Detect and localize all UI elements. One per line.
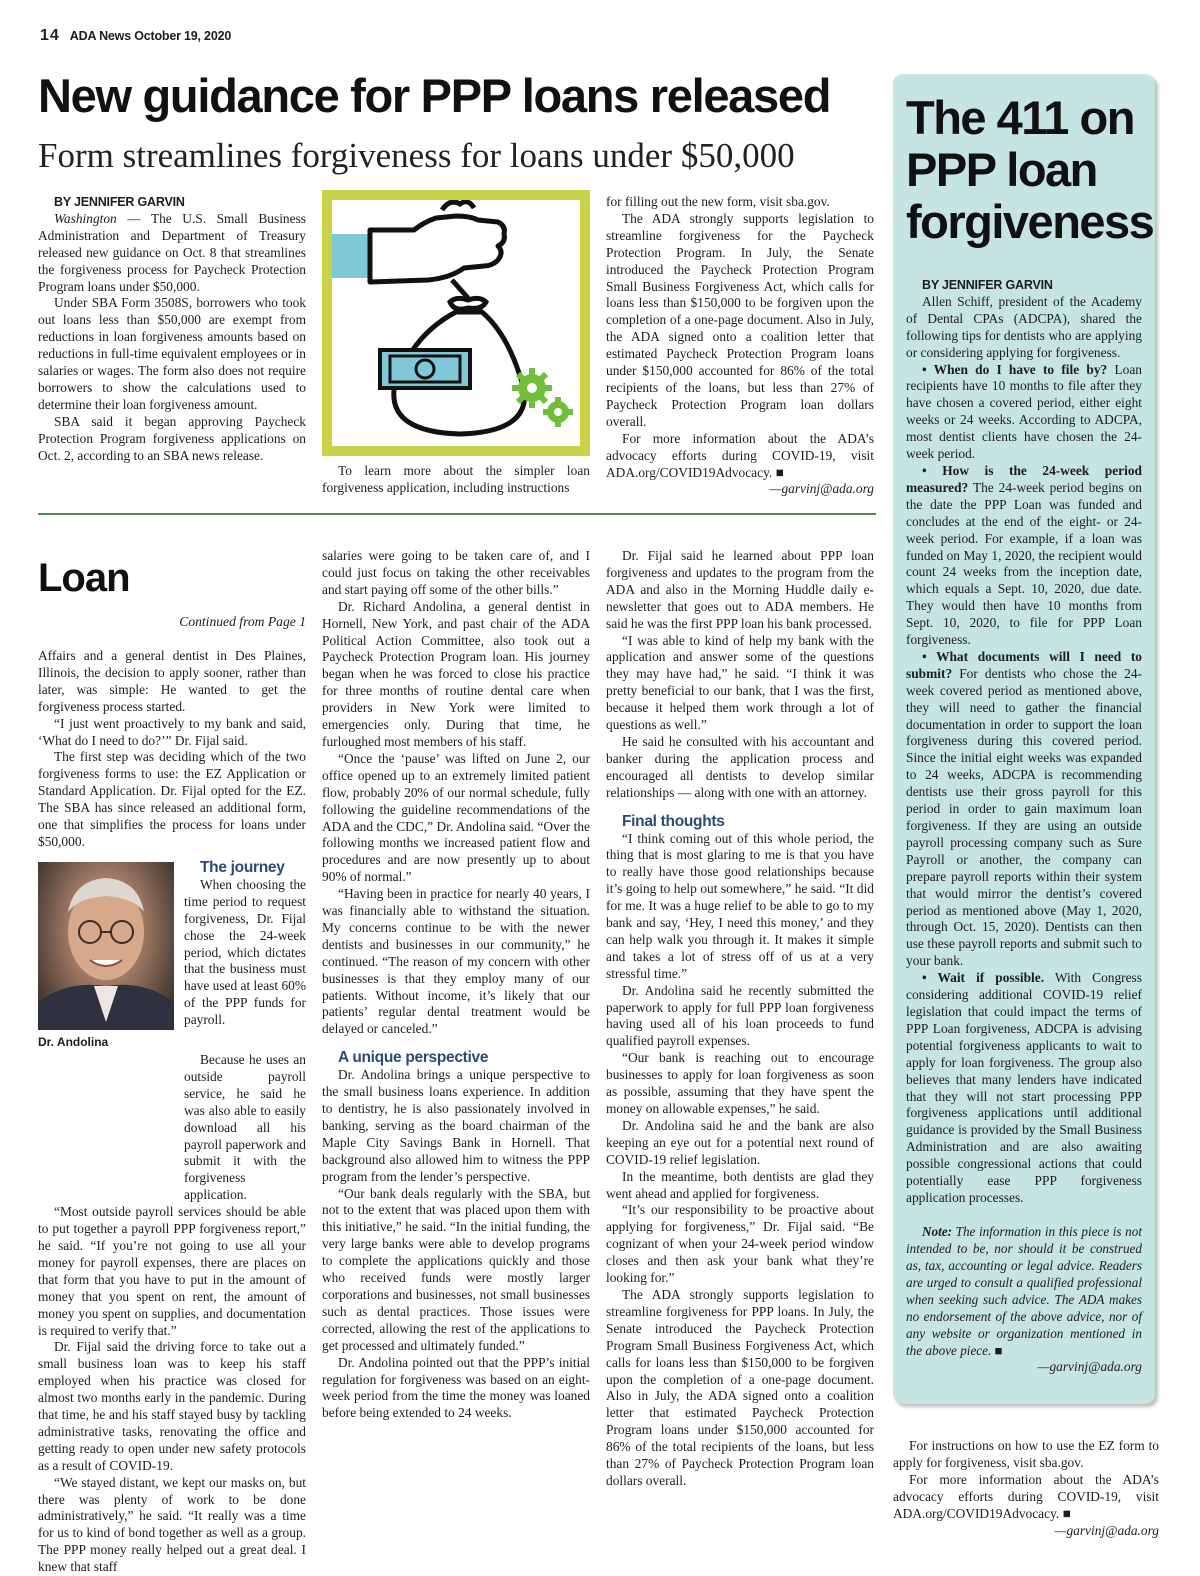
- sidebar-intro: Allen Schiff, president of the Academy of Dental CPAs (ADCPA), shared the following tips for dentists who are applying or considering applying for forgiveness.: [906, 293, 1142, 360]
- paragraph: Affairs and a general dentist in Des Plaines, Illinois, the decision to apply sooner, rather than later, was simple: He wanted to get the forgiveness process started.: [38, 648, 306, 714]
- paragraph: “We stayed distant, we kept our masks on, but there was plenty of work to be done administratively,” he said. “It really was a time for us to kind of bond together as well as a group. The PPP money really helped out a great deal. I knew that staff: [38, 1474, 306, 1575]
- paragraph: Dr. Andolina said he and the bank are also keeping an eye out for a potential next round of COVID-19 relief legislation.: [606, 1117, 874, 1167]
- paragraph: “It’s our responsibility to be proactive about applying for forgiveness,” Dr. Fijal said. “Be cognizant of when your 24-week period window closes and then ask your bank what they’re looking for.”: [606, 1202, 874, 1286]
- sidebar-signature: —garvinj@ada.org: [1037, 1358, 1142, 1374]
- paragraph: The ADA strongly supports legislation to streamline forgiveness for PPP loans. In July, the Senate introduced the Paycheck Protection Program Small Business Forgiveness Act, which calls for loans less than $150,000 to be forgiven upon the completion of a one-page document. Also in July, the ADA signed onto a coalition letter that estimated Paycheck Protection Program loans under $150,000 accounted for 86% of the total recipients of the loans, but less than 27% of Paycheck Protection Program loan dollars overall.: [606, 1286, 874, 1488]
- sidebar-byline: BY JENNIFER GARVIN: [922, 278, 1053, 292]
- loan-col-1-bottom: [38, 1052, 306, 1576]
- paragraph: SBA said it began approving Paycheck Protection Program forgiveness applications on Oct. 2, according to an SBA news release.: [38, 413, 306, 463]
- deck: Form streamlines forgiveness for loans under $50,000: [38, 136, 795, 175]
- subhead-journey: The journey: [200, 859, 285, 876]
- sidebar-headline: The 411 on PPP loan forgiveness: [906, 91, 1154, 248]
- paragraph: To learn more about the simpler loan forgiveness application, including instructions: [322, 463, 590, 495]
- loan-col-1-top: [38, 648, 306, 851]
- loan-col-2: [322, 548, 590, 1422]
- paragraph: For more information about the ADA’s advocacy efforts during COVID-19, visit ADA.org/COVID19Advocacy. ■: [893, 1471, 1159, 1521]
- footer-signature: —garvinj@ada.org: [1054, 1522, 1159, 1538]
- photo-dr-andolina: [38, 862, 174, 1030]
- section-divider: [38, 513, 876, 515]
- paragraph: “I think coming out of this whole period, the thing that is most glaring to me is that you have to really have those good relationships because it’s going to help out somewhere,” he said. “It did for me. It was a huge relief to be able to go to my bank and say, ‘Hey, I need this money,’ and they can help walk you through it. It makes it simple and takes a lot of stress off of us at a very stressful time.”: [606, 830, 874, 981]
- paragraph: Dr. Fijal said he learned about PPP loan forgiveness and updates to the program from the ADA and also in the Morning Huddle daily e-newsletter that goes out to ADA members. He said he was the first PPP loan his bank processed.: [606, 548, 874, 631]
- main-col-1: [38, 194, 306, 465]
- loan-col-3: [606, 548, 874, 1490]
- note-label: Note:: [922, 1223, 953, 1239]
- tip-question: • How is the 24-week period measured?: [906, 462, 1142, 495]
- paragraph: “Our bank is reaching out to encourage businesses to apply for loan forgiveness as soon as possible, assuming that they have spent the money on allowable expenses,” he said.: [606, 1050, 874, 1116]
- paragraph: In the meantime, both dentists are glad they went ahead and applied for forgiveness.: [606, 1168, 874, 1201]
- paragraph: Dr. Andolina pointed out that the PPP’s initial regulation for forgiveness was based on an eight-week period from the time the money was loaned before being extended to 24 weeks.: [322, 1354, 590, 1421]
- illustration: [322, 190, 590, 456]
- photo-caption: Dr. Andolina: [38, 1035, 109, 1049]
- sidebar-tip: [906, 463, 1142, 649]
- headline: New guidance for PPP loans released: [38, 69, 831, 122]
- main-col-3: [606, 194, 874, 498]
- main-col-2: [322, 463, 590, 497]
- paragraph: The ADA strongly supports legislation to streamline forgiveness for the Paycheck Protection Program. In July, the Senate introduced the Paycheck Protection Program Small Business Forgiveness Act, which calls for loans less than $150,000 to be forgiven upon the completion of a one-page document. Also in July, the ADA signed onto a coalition letter that estimated Paycheck Protection Program loans under $150,000 accounted for 86% of the total recipients of the loans, but less than 27% of Paycheck Protection Program loan dollars overall.: [606, 210, 874, 429]
- money-bag-hand-icon: [332, 200, 580, 446]
- paragraph: Dr. Fijal said the driving force to take out a small business loan was to keep his staff employed when his practice was closed for almost two months early in the pandemic. During that time, he and his staff stayed busy by tackling administrative tasks, renovating the office and getting ready to open under new safety protocols as a result of COVID-19.: [38, 1339, 306, 1473]
- tip-answer: Loan recipients have 10 months to file after they have chosen a covered period, either eight weeks or 24 weeks. According to ADCPA, most dentist clients have chosen the 24-week period.: [906, 361, 1142, 462]
- sidebar-tip: [906, 649, 1142, 970]
- dateline: Washington: [54, 210, 117, 226]
- folio: [40, 27, 231, 45]
- subhead-unique: A unique perspective: [338, 1049, 489, 1067]
- sidebar-tip: [906, 970, 1142, 1207]
- paragraph: “Once the ‘pause’ was lifted on June 2, our office opened up to an extremely limited patient flow, probably 20% of our normal schedule, fully following the guideline recommendations of the ADA and the CDC,” Dr. Andolina said. “Over the following months we increased patient flow and procedures and are now presently up to about 90% of normal.”: [322, 750, 590, 885]
- sidebar-tip: [906, 362, 1142, 463]
- paragraph: salaries were going to be taken care of, and I could just focus on taking the other receivables and start paying off some of the other bills.”: [322, 548, 590, 597]
- paragraph: When choosing the time period to request forgiveness, Dr. Fijal chose the 24-week period, which dictates that the business must have used at least 60% of the PPP funds for payroll.: [184, 876, 306, 1028]
- paragraph: “Most outside payroll services should be able to put together a payroll PPP forgiveness report,” he said. “If you’re not going to use all your money for payroll expenses, there are places on that form that you have to put in the amount of money that you spent on rent, the amount of money you spent on supplies, and documentation is required to verify that.”: [38, 1204, 306, 1338]
- continued-line: Continued from Page 1: [179, 614, 306, 629]
- tip-answer: For dentists who chose the 24-week covered period as mentioned above, they will need to gather the financial documentation in order to support the loan forgiveness during this covered period. Since the initial eight weeks was expanded to 24 weeks, ADCPA is recommending dentists use their gross payroll for this period in order to gain maximum loan forgiveness. If they are using an outside payroll processing company such as Sure Payroll or another, the company can prepare payroll reports within their system that would mirror the dentist’s covered period as mentioned above (May 1, 2020, through Oct. 15, 2020). Dentists can then use these payroll reports and submit such to your bank.: [906, 665, 1142, 969]
- note-text: The information in this piece is not intended to be, nor should it be construed as, tax, accounting or legal advice. Readers are urged to consult a qualified professional when seeking such advice. The ADA makes no endorsement of the above advice, nor of any website or organization mentioned in the above piece. ■: [906, 1223, 1142, 1358]
- paragraph: — The U.S. Small Business Administration and Department of Treasury released new guidance on Oct. 8 that streamlines the forgiveness process for Paycheck Protection Program loans under $50,000.: [38, 210, 306, 294]
- page-number: 14: [40, 27, 60, 44]
- sidebar-note: [906, 1223, 1142, 1359]
- sidebar-body: [906, 277, 1142, 1376]
- tip-answer: The 24-week period begins on the date the PPP Loan was funded and concludes at the end of the eight- or 24-week period. For example, if a loan was funded on May 1, 2020, the recipient would count 24 weeks from the inception date, which equals a Sept. 10, 2020, due date. They would then have 10 months from Sept. 10, 2020, to file for PPP Loan forgiveness.: [906, 479, 1142, 648]
- paragraph: For instructions on how to use the EZ form to apply for forgiveness, visit sba.gov.: [893, 1438, 1159, 1470]
- publication-date: ADA News October 19, 2020: [69, 29, 232, 43]
- tip-question: • What documents will I need to submit?: [906, 648, 1142, 681]
- paragraph: “I was able to kind of help my bank with the application and answer some of the questions they may have had,” he said. “I think it was pretty beneficial to our bank, that I was the first, because it helped them work through a lot of questions as well.”: [606, 632, 874, 733]
- paragraph: “Having been in practice for nearly 40 years, I was financially able to withstand the situation. My concerns continue to be with the newer dentists and businesses in our community,” he continued. “The reason of my concern with other businesses is that they employ many of our patients. Without income, it’s likely that our patients’ regular dental treatment would be delayed or canceled.”: [322, 886, 590, 1037]
- paragraph: “I just went proactively to my bank and said, ‘What do I need to do?’” Dr. Fijal said.: [38, 715, 306, 748]
- byline: BY JENNIFER GARVIN: [54, 195, 185, 209]
- paragraph: Dr. Andolina said he recently submitted the paperwork to apply for full PPP loan forgiveness having used all of his loan proceeds to fund qualified payroll expenses.: [606, 982, 874, 1049]
- sidebar-box: [893, 74, 1155, 1404]
- paragraph: Under SBA Form 3508S, borrowers who took out loans less than $50,000 are exempt from reductions in loan forgiveness amounts based on reductions in full-time equivalent employees or in salaries or wages. The form also does not require borrowers to show the calculations used to determine their loan forgiveness amount.: [38, 295, 306, 412]
- tip-answer: With Congress considering additional COVID-19 relief legislation that could impact the terms of PPP Loan forgiveness, ADCPA is advising potential forgiveness applicants to wait to apply for loan forgiveness. The group also believes that many lenders have indicated that they will not start processing PPP forgiveness applications until additional guidance is provided by the Small Business Administration and are also awaiting possible congressional actions that could potentially ease PPP forgiveness application processes.: [906, 970, 1142, 1205]
- loan-headline: Loan: [38, 556, 130, 600]
- paragraph: for filling out the new form, visit sba.gov.: [606, 194, 830, 209]
- paragraph: For more information about the ADA’s advocacy efforts during COVID-19, visit ADA.org/COVID19Advocacy. ■: [606, 430, 874, 480]
- paragraph: He said he consulted with his accountant and banker during the application process and encouraged all dentists to develop similar relationships — along with one with an attorney.: [606, 733, 874, 800]
- tip-question: • Wait if possible.: [922, 970, 1045, 986]
- journey-narrow: [184, 860, 306, 1029]
- signature: —garvinj@ada.org: [769, 481, 874, 497]
- paragraph: Dr. Andolina brings a unique perspective to the small business loans experience. In addition to dentistry, he is also passionately involved in banking, serving as the board chairman of the Maple City Savings Bank in Hornell. That background also allowed him to witness the PPP program from the lender’s perspective.: [322, 1067, 590, 1184]
- paragraph: Dr. Richard Andolina, a general dentist in Hornell, New York, and past chair of the ADA Political Action Committee, also took out a Paycheck Protection Program loan. His journey began when he was forced to close his practice for three months of routine dental care when providers in New York were limited to emergencies only. During that time, he furloughed most members of his staff.: [322, 598, 590, 749]
- subhead-final: Final thoughts: [622, 812, 725, 830]
- tip-question: • When do I have to file by?: [922, 361, 1108, 377]
- paragraph: “Our bank deals regularly with the SBA, but not to the extent that was placed upon them with this initiative,” he said. “In the initial funding, the very large banks were able to develop programs to complete the applications quickly and those who received funds were mostly larger corporations and businesses, not small businesses such as dental practices. Those issues were corrected, allowing the rest of the applications to get processed and ultimately funded.”: [322, 1185, 590, 1353]
- paragraph: Because he uses an outside payroll service, he said he was also able to easily download all his payroll paperwork and submit it with the forgiveness application.: [184, 1052, 306, 1203]
- footer-right: [893, 1438, 1159, 1539]
- paragraph: The first step was deciding which of the two forgiveness forms to use: the EZ Application or Standard Application. Dr. Fijal opted for the EZ. The SBA has since released an additional form, one that simplifies the process for loans under $50,000.: [38, 749, 306, 849]
